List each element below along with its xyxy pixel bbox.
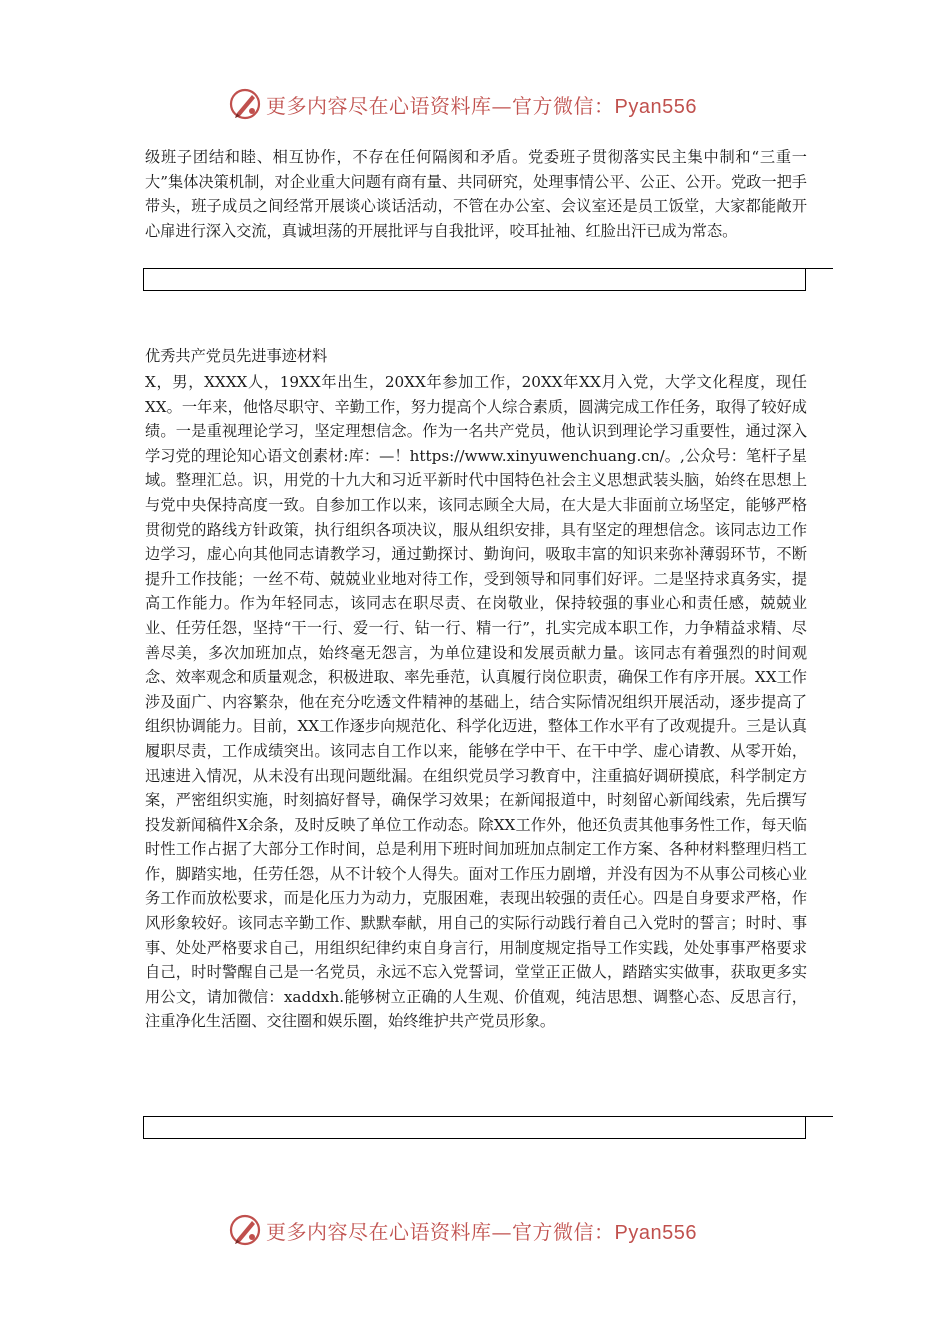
top-paragraph: 级班子团结和睦、相互协作，不存在任何隔阂和矛盾。党委班子贯彻落实民主集中制和“三重一大”集体决策机制，对企业重大问题有商有量、共同研究，处理事情公平、公正、公开。党政一把手带头，班子成员之间经常开展谈心谈话活动，不管在办公室、会议室还是员工饭堂，大家都能敞开心扉进行深入交流，真诚坦荡的开展批评与自我批评，咬耳扯袖、红脸出汗已成为常态。 — [145, 148, 807, 240]
empty-table-row — [143, 1117, 806, 1139]
pen-logo-icon — [228, 87, 262, 121]
footer-banner — [228, 1212, 728, 1248]
banner-label: 更多内容尽在心语资料库—官方微信： — [266, 1219, 615, 1244]
header-banner — [228, 86, 728, 122]
pen-logo-icon — [228, 1213, 262, 1247]
banner-text — [266, 90, 697, 119]
empty-table-row — [143, 269, 806, 291]
banner-label: 更多内容尽在心语资料库—官方微信： — [266, 93, 615, 118]
banner-wechat-id: Pyan556 — [614, 1221, 697, 1244]
banner-wechat-id: Pyan556 — [614, 95, 697, 118]
section-title: 优秀共产党员先进事迹材料 — [145, 347, 328, 365]
section-body: X，男，XXXX人，19XX年出生，20XX年参加工作，20XX年XX月入党，大学文化程度，现任XX。一年来，他恪尽职守、辛勤工作，努力提高个人综合素质，圆满完成工作任务，取得了较好成绩。一是重视理论学习，坚定理想信念。作为一名共产党员，他认识到理论学习重要性，通过深入学习党的理论知心语文创素材:库：—！https://www.xinyuwenchuang.cn/。,公众号：笔杆子星域。整理汇总。识，用党的十九大和习近平新时代中国特色社会主义思想武装头脑，始终在思想上与党中央保持高度一致。自参加工作以来，该同志顾全大局，在大是大非面前立场坚定，能够严格贯彻党的路线方针政策，执行组织各项决议，服从组织安排，具有坚定的理想信念。该同志边工作边学习，虚心向其他同志请教学习，通过勤探讨、勤询问，吸取丰富的知识来弥补薄弱环节，不断提升工作技能；一丝不苟、兢兢业业地对待工作，受到领导和同事们好评。二是坚持求真务实，提高工作能力。作为年轻同志，该同志在职尽责、在岗敬业，保持较强的事业心和责任感，兢兢业业、任劳任怨，坚持“干一行、爱一行、钻一行、精一行”，扎实完成本职工作，力争精益求精、尽善尽美，多次加班加点，始终毫无怨言，为单位建设和发展贡献力量。该同志有着强烈的时间观念、效率观念和质量观念，积极进取、率先垂范，认真履行岗位职责，确保工作有序开展。XX工作涉及面广、内容繁杂，他在充分吃透文件精神的基础上，结合实际情况组织开展活动，逐步提高了组织协调能力。目前，XX工作逐步向规范化、科学化迈进，整体工作水平有了改观提升。三是认真履职尽责，工作成绩突出。该同志自工作以来，能够在学中干、在干中学、虚心请教、从零开始，迅速进入情况，从未没有出现问题纰漏。在组织党员学习教育中，注重搞好调研摸底，科学制定方案，严密组织实施，时刻搞好督导，确保学习效果；在新闻报道中，时刻留心新闻线索，先后撰写投发新闻稿件X余条，及时反映了单位工作动态。除XX工作外，他还负责其他事务性工作，每天临时性工作占据了大部分工作时间，总是利用下班时间加班加点制定工作方案、各种材料整理归档工作，脚踏实地，任劳任怨，从不计较个人得失。面对工作压力剧增，并没有因为不从事公司核心业务工作而放松要求，而是化压力为动力，克服困难，表现出较强的责任心。四是自身要求严格，作风形象较好。该同志辛勤工作、默默奉献，用自己的实际行动践行着自己入党时的誓言；时时、事事、处处严格要求自己，用组织纪律约束自身言行，用制度规定指导工作实践，处处事事严格要求自己，时时警醒自己是一名党员，永远不忘入党誓词，堂堂正正做人，踏踏实实做事，获取更多实用公文，请加微信：xaddxh.能够树立正确的人生观、价值观，纯洁思想、调整心态、反思言行，注重净化生活圈、交往圈和娱乐圈，始终维护共产党员形象。 — [145, 373, 807, 1031]
banner-text — [266, 1216, 697, 1245]
